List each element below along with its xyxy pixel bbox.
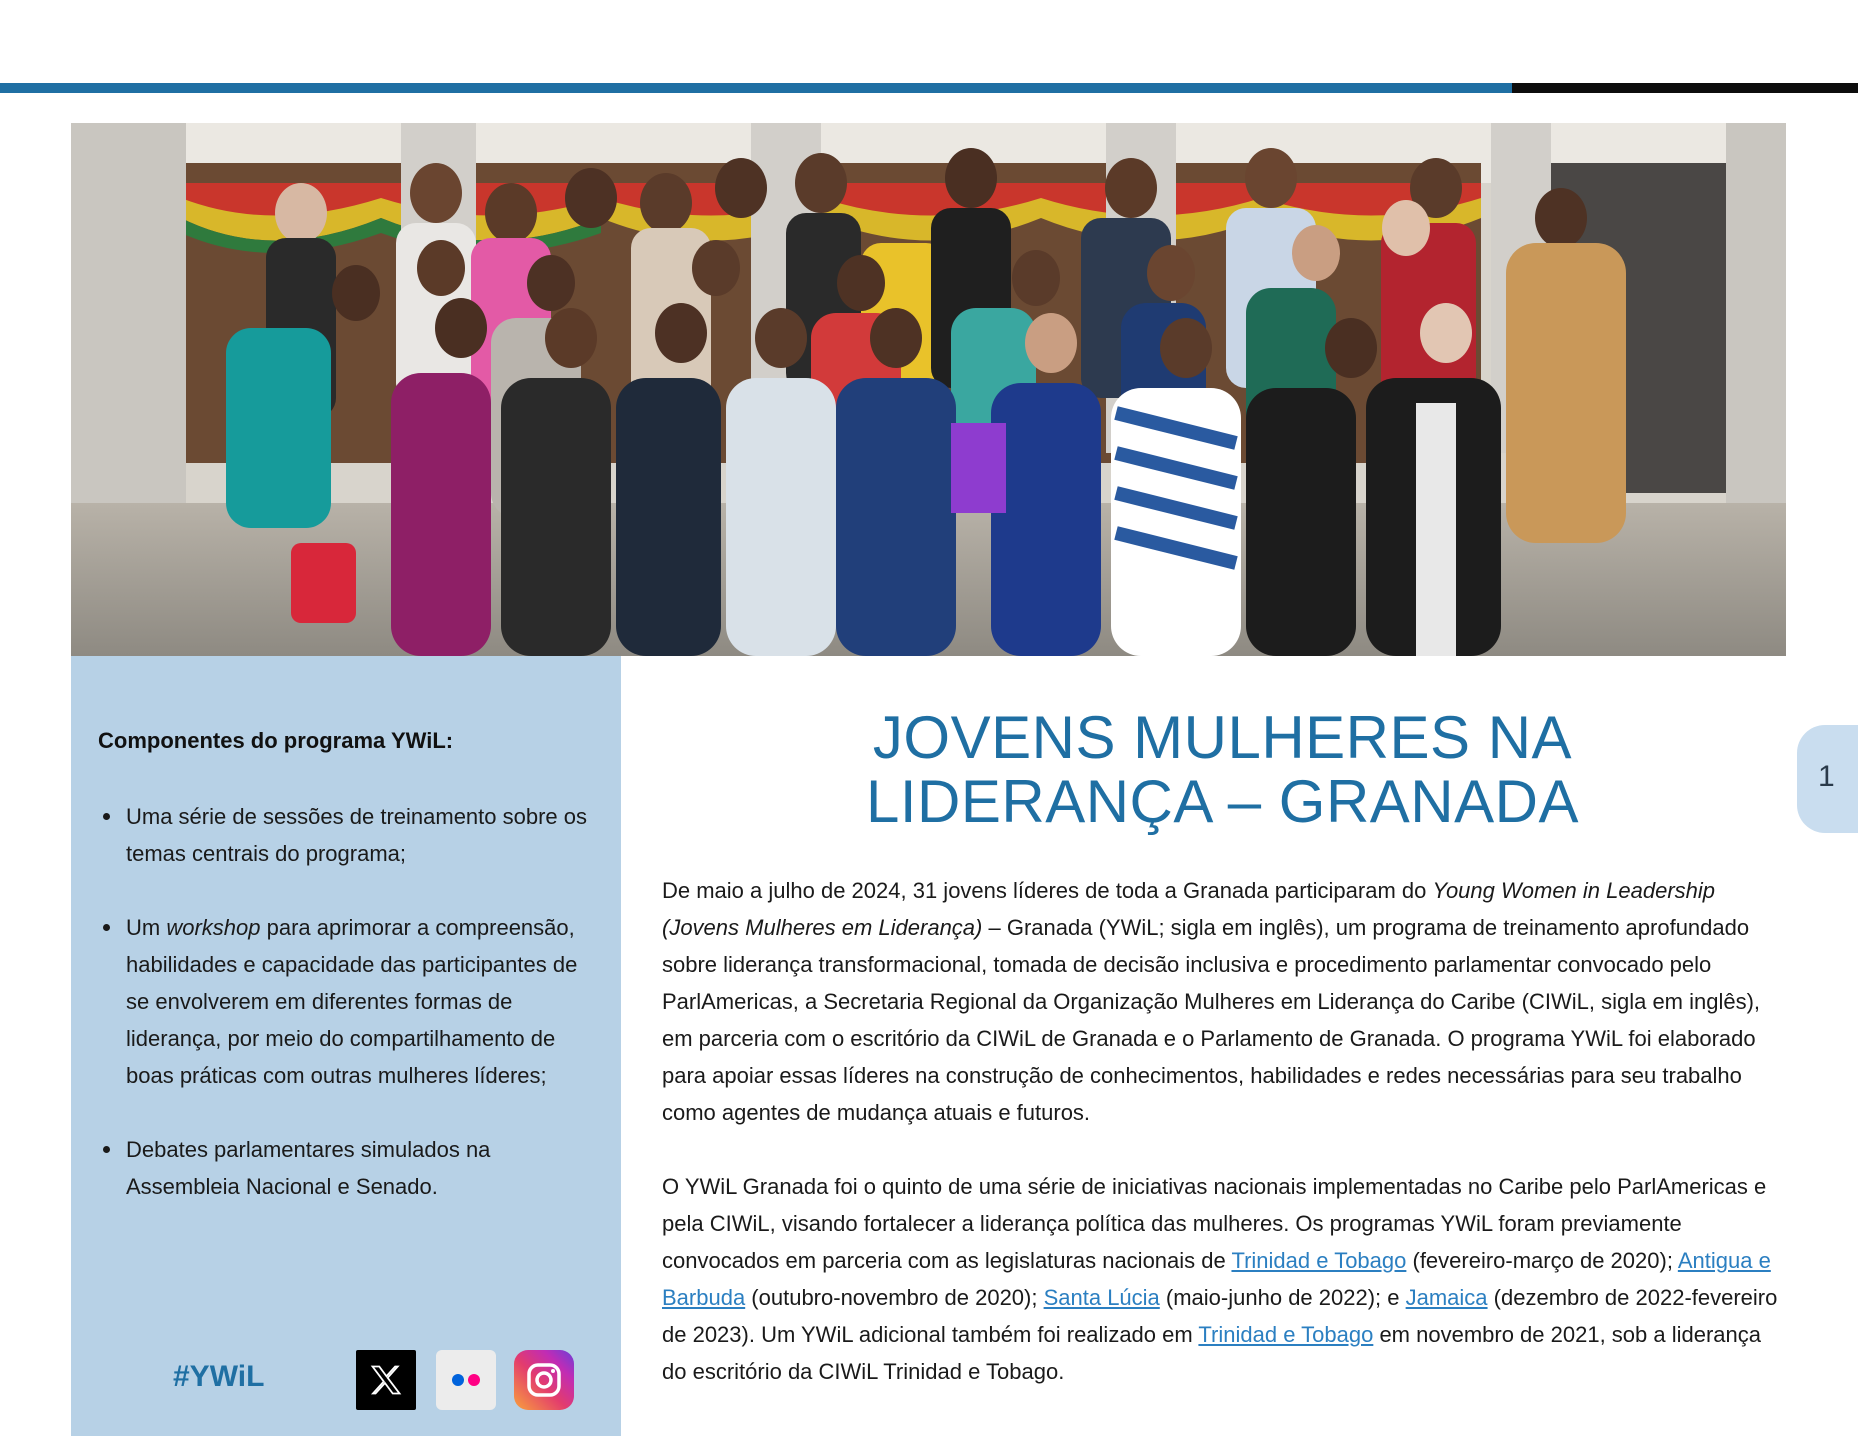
hashtag: #YWiL — [173, 1360, 265, 1393]
list-item — [98, 1131, 598, 1205]
x-icon[interactable] — [356, 1350, 416, 1410]
page-title — [660, 706, 1785, 834]
link-trinidad-tobago-2020[interactable]: Trinidad e Tobago — [1231, 1248, 1407, 1273]
components-list — [98, 798, 598, 1242]
para1-emphasis: Young Women in Leadership (Jovens Mulheres em Liderança) — [662, 878, 1716, 940]
para2-text: (outubro-novembro de 2020); — [745, 1285, 1044, 1310]
history-paragraph — [662, 1168, 1784, 1390]
title-line-2: LIDERANÇA – GRANADA — [865, 768, 1580, 835]
sidebar-heading: Componentes do programa YWiL: — [98, 728, 454, 753]
instagram-icon[interactable] — [514, 1350, 574, 1410]
header-rule-black — [1512, 83, 1858, 93]
bullet-text: Uma série de sessões de treinamento sobre os temas centrais do programa; — [126, 804, 588, 866]
para2-text: O YWiL Granada foi o quinto de uma série de iniciativas nacionais implementadas no Caribe pelo ParlAmericas e pela CIWiL, visando fortalecer a liderança política das mulheres. Os programas YWiL foram previamente convocados em parceria com as legislaturas nacionais de — [662, 1174, 1767, 1273]
header-rule-blue — [0, 83, 1512, 93]
link-jamaica[interactable]: Jamaica — [1405, 1285, 1488, 1310]
program-components-sidebar — [71, 656, 621, 1436]
para2-text: em novembro de 2021, sob a liderança do escritório da CIWiL Trinidad e Tobago. — [662, 1322, 1762, 1384]
title-line-1: JOVENS MULHERES NA — [872, 704, 1573, 771]
bullet-text-prefix: Um — [126, 915, 167, 940]
bullet-text-emphasis: workshop — [166, 915, 261, 940]
bullet-text: Debates parlamentares simulados na Assembleia Nacional e Senado. — [126, 1137, 491, 1199]
intro-paragraph — [662, 872, 1784, 1131]
flickr-icon[interactable] — [436, 1350, 496, 1410]
group-photo — [71, 123, 1786, 656]
para2-text: (dezembro de 2022-fevereiro de 2023). Um YWiL adicional também foi realizado em — [662, 1285, 1778, 1347]
link-antigua-barbuda[interactable]: Antigua e Barbuda — [662, 1248, 1771, 1310]
link-trinidad-tobago-2021[interactable]: Trinidad e Tobago — [1198, 1322, 1374, 1347]
link-santa-lucia[interactable]: Santa Lúcia — [1043, 1285, 1160, 1310]
bullet-text-rest: para aprimorar a compreensão, habilidades e capacidade das participantes de se envolverem em diferentes formas de liderança, por meio do compartilhamento de boas práticas com outras mulheres líderes; — [126, 915, 578, 1088]
para1-text-rest: – Granada (YWiL; sigla em inglês), um programa de treinamento aprofundado sobre liderança transformacional, tomada de decisão inclusiva e procedimento parlamentar convocado pelo ParlAmericas, a Secretaria Regional da Organização Mulheres em Liderança do Caribe (CIWiL, sigla em inglês), em parceria com o escritório da CIWiL de Granada e o Parlamento de Granada. O programa YWiL foi elaborado para apoiar essas líderes na construção de conhecimentos, habilidades e redes necessárias para seu trabalho como agentes de mudança atuais e futuros. — [662, 915, 1761, 1125]
list-item — [98, 909, 598, 1094]
list-item — [98, 798, 598, 872]
page-number: 1 — [1818, 760, 1835, 793]
para2-text: (maio-junho de 2022); e — [1159, 1285, 1406, 1310]
para1-text: De maio a julho de 2024, 31 jovens líderes de toda a Granada participaram do — [662, 878, 1433, 903]
para2-text: (fevereiro-março de 2020); — [1406, 1248, 1678, 1273]
